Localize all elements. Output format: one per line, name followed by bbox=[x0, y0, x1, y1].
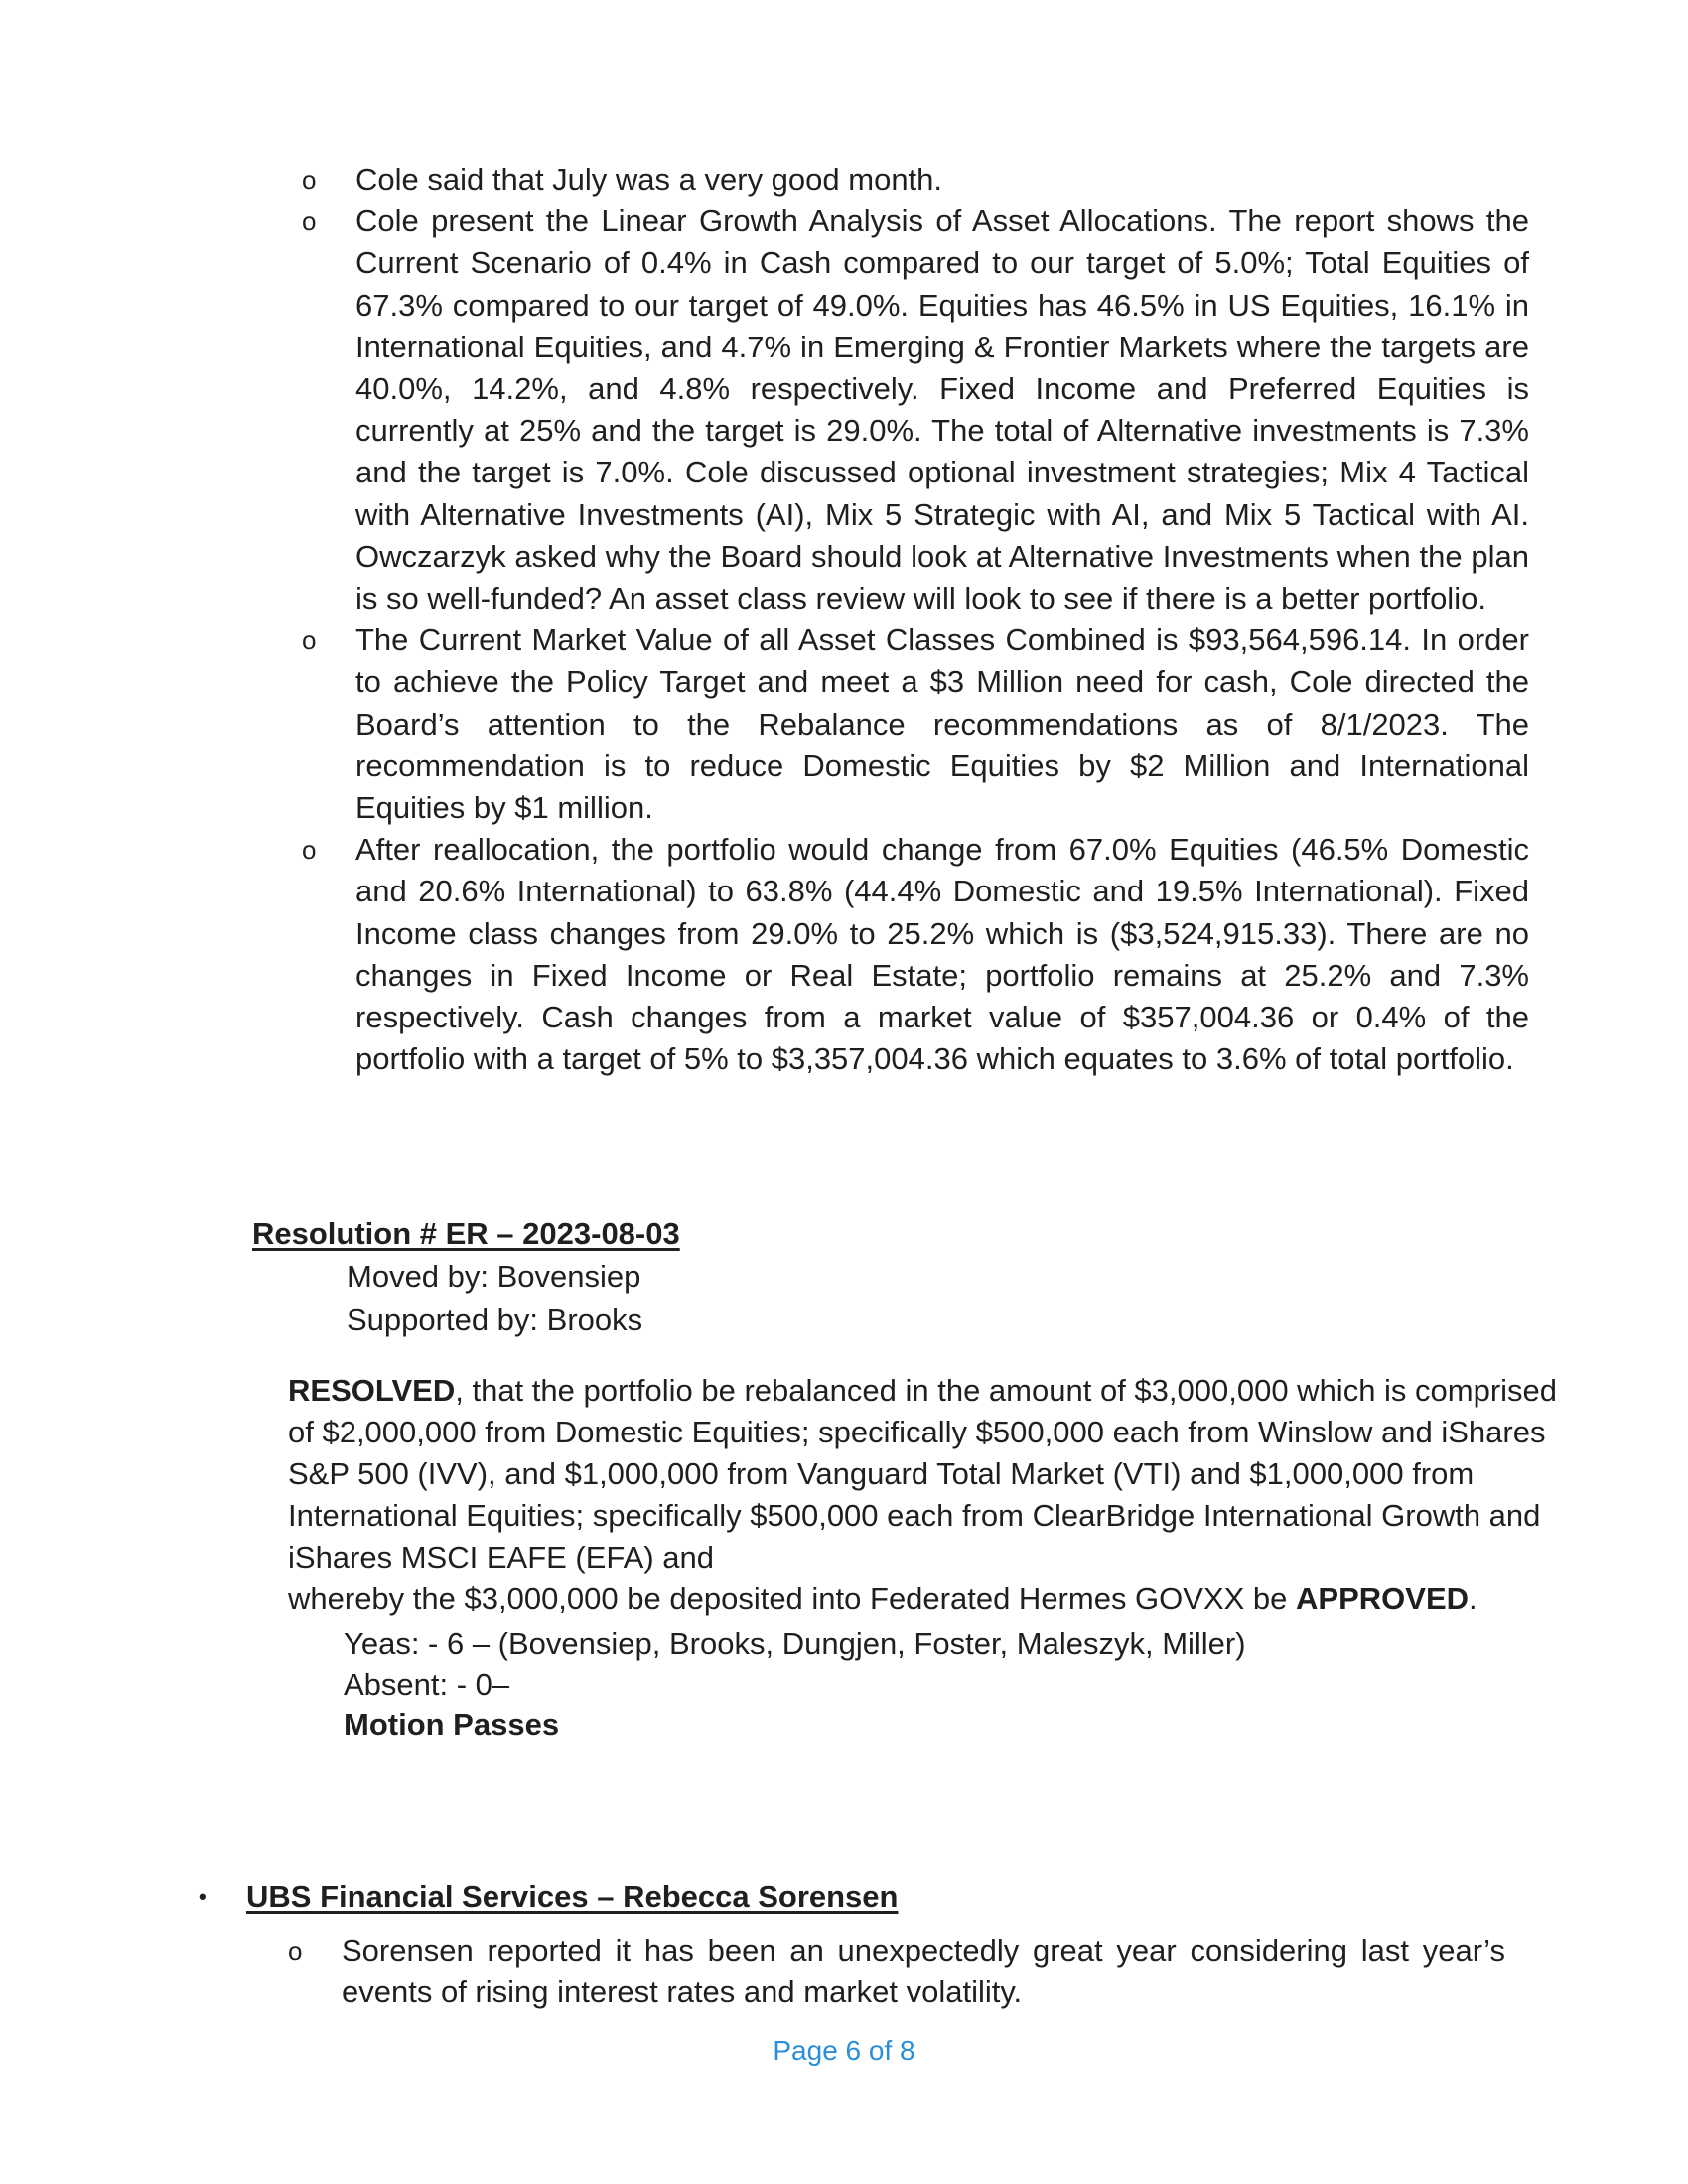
absent-line: Absent: - 0– bbox=[344, 1667, 510, 1702]
bullet-text: Sorensen reported it has been an unexpectedly great year considering last year’s events of rising interest rates and market volatility. bbox=[342, 1933, 1505, 2010]
bullet-text: Cole present the Linear Growth Analysis of Asset Allocations. The report shows the Current Scenario of 0.4% in Cash compared to our target of 5.0%; Total Equities of 67.3% compared to our target of 49.0%. Equities has 46.5% in US Equities, 16.1% in International Equities, and 4.7% in Emerging & Frontier Markets where the targets are 40.0%, 14.2%, and 4.8% respectively. Fixed Income and Preferred Equities is currently at 25% and the target is 29.0%. The total of Alternative investments is 7.3% and the target is 7.0%. Cole discussed optional investment strategies; Mix 4 Tactical with Alternative Investments (AI), Mix 5 Strategic with AI, and Mix 5 Tactical with AI. Owczarzyk asked why the Board should look at Alternative Investments when the plan is so well-funded? An asset class review will look to see if there is a better portfolio. bbox=[355, 204, 1529, 616]
approved-keyword: APPROVED bbox=[1296, 1581, 1470, 1616]
bullet-item bbox=[284, 1930, 1505, 2013]
resolution-header bbox=[252, 1213, 1543, 1342]
filled-bullet-icon: • bbox=[199, 1884, 207, 1909]
page-number: Page 6 of 8 bbox=[773, 2035, 915, 2066]
bullet-text: The Current Market Value of all Asset Classes Combined is $93,564,596.14. In order to achieve the Policy Target and meet a $3 Million need for cash, Cole directed the Board’s attention to the Rebalance recommendations as of 8/1/2023. The recommendation is to reduce Domestic Equities by $2 Million and International Equities by $1 million. bbox=[355, 622, 1529, 826]
resolution-heading: Resolution # ER – 2023-08-03 bbox=[252, 1216, 680, 1251]
resolved-paragraph bbox=[288, 1370, 1579, 1620]
motion-result: Motion Passes bbox=[344, 1707, 560, 1742]
bullet-item bbox=[298, 159, 1529, 201]
supported-by: Supported by: Brooks bbox=[347, 1302, 643, 1337]
hollow-bullet-icon: o bbox=[302, 625, 317, 656]
bullet-item bbox=[298, 201, 1529, 619]
approved-period: . bbox=[1469, 1581, 1477, 1616]
section-heading bbox=[195, 1876, 1545, 1918]
bullet-text: After reallocation, the portfolio would change from 67.0% Equities (46.5% Domestic and 20.6% International) to 63.8% (44.4% Domestic and 19.5% International). Fixed Income class changes from 29.0% to 25.2% which is ($3,524,915.33). There are no changes in Fixed Income or Real Estate; portfolio remains at 25.2% and 7.3% respectively. Cash changes from a market value of $357,004.36 or 0.4% of the portfolio with a target of 5% to $3,357,004.36 which equates to 3.6% of total portfolio. bbox=[355, 832, 1529, 1077]
discussion-bullet-list bbox=[298, 159, 1529, 1080]
hollow-bullet-icon: o bbox=[302, 165, 317, 195]
hollow-bullet-icon: o bbox=[288, 1936, 303, 1966]
resolved-last-line: whereby the $3,000,000 be deposited into Federated Hermes GOVXX be bbox=[288, 1581, 1297, 1616]
hollow-bullet-icon: o bbox=[302, 835, 317, 866]
section-title: UBS Financial Services – Rebecca Sorensen bbox=[246, 1879, 899, 1914]
moved-by: Moved by: Bovensiep bbox=[347, 1259, 641, 1294]
ubs-bullet-list bbox=[284, 1930, 1505, 2013]
bullet-item bbox=[298, 829, 1529, 1080]
bullet-text: Cole said that July was a very good month. bbox=[355, 162, 943, 197]
bullet-item bbox=[298, 619, 1529, 829]
yeas-line: Yeas: - 6 – (Bovensiep, Brooks, Dungjen, Foster, Maleszyk, Miller) bbox=[344, 1626, 1246, 1661]
ubs-section bbox=[195, 1876, 1545, 2010]
resolved-keyword: RESOLVED bbox=[288, 1373, 456, 1408]
vote-record bbox=[344, 1623, 1246, 1745]
hollow-bullet-icon: o bbox=[302, 206, 317, 237]
resolved-text: , that the portfolio be rebalanced in the amount of $3,000,000 which is comprised of $2,000,000 from Domestic Equities; specifically $500,000 each from Winslow and iShares S&P 500 (IVV), and $1,000,000 from Vanguard Total Market (VTI) and $1,000,000 from International Equities; specifically $500,000 each from ClearBridge International Growth and iShares MSCI EAFE (EFA) and bbox=[288, 1373, 1558, 1574]
